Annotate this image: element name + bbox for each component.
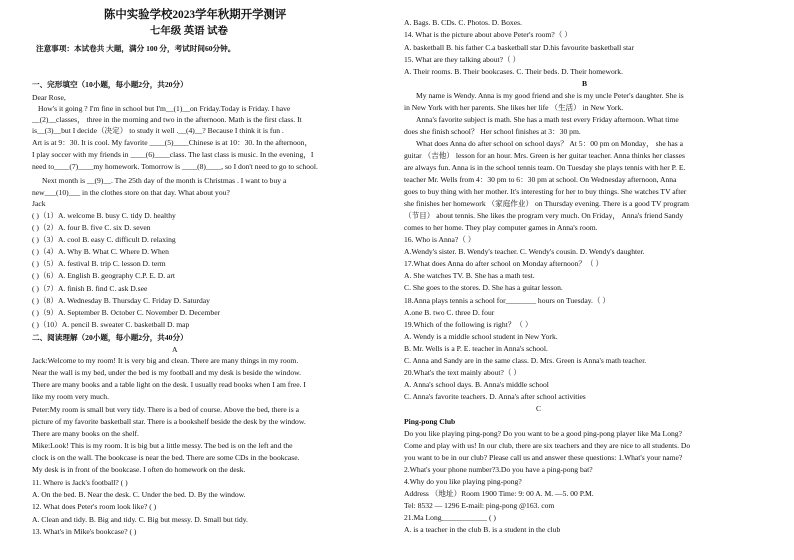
left-line: How's it going ? I'm fine in school but I'm__(1)__on Friday.Today is Friday. I have: [38, 104, 291, 113]
left-line: There are many books and a table light on the desk. I usually read books when I am free. I: [32, 380, 306, 389]
right-line: B: [582, 79, 588, 88]
left-line: My desk is in front of the bookcase. I often do homework on the desk.: [32, 465, 246, 474]
right-line: 2.What's your phone number?3.Do you have a ping-pong bat?: [404, 465, 593, 474]
right-line: in New York with her parents. She likes her life （生活） in New York.: [404, 103, 624, 112]
left-line: I play soccer with my friends in ____(6)____class. The last class is music. In the evening，I: [32, 150, 314, 159]
right-line: 4.Why do you like playing ping-pong?: [404, 477, 522, 486]
left-line: ( )（1）A. welcome B. busy C. tidy D. healthy: [32, 211, 176, 220]
left-line: like my room very much.: [32, 392, 109, 401]
right-line: Tel: 8532 — 1296 E-mail: ping-pong @163. com: [404, 501, 555, 510]
left-line: Mike:Look! This is my room. It is big but a little messy. The bed is on the left and the: [32, 441, 293, 450]
right-line: 17.What does Anna do after school on Monday afternoon？（ ）: [404, 259, 604, 268]
right-line: Ping-pong Club: [404, 417, 456, 426]
right-line: Address （地址）Room 1900 Time: 9: 00 A. M. —5. 00 P.M.: [404, 489, 594, 498]
right-line: guitar （吉他） lesson for an hour. Mrs. Green is her guitar teacher. Anna thinks her classes: [404, 151, 685, 160]
right-line: B. Mr. Wells is a P. E. teacher in Anna's school.: [404, 344, 548, 353]
left-line: ( )（4）A. Why B. What C. Where D. When: [32, 247, 169, 256]
right-line: Come and play with us! In our club, there are six teachers and they are nice to all students. Do: [404, 441, 691, 450]
right-line: A. is a teacher in the club B. is a student in the club: [404, 525, 561, 534]
left-line: ( )（10）A. pencil B. sweater C. basketball D. map: [32, 320, 190, 329]
left-line: ( )（6）A. English B. geography C.P. E. D. art: [32, 271, 176, 280]
left-line: Next month is __(9)__. The 25th day of the month is Christmas . I want to buy a: [42, 176, 287, 185]
right-line: 15. What are they talking about?（ ）: [404, 55, 521, 64]
left-line: Near the wall is my bed, under the bed is my football and my desk is beside the window.: [32, 368, 302, 377]
left-line: ( )（5）A. festival B. trip C. lesson D. term: [32, 259, 166, 268]
right-line: A. Wendy is a middle school student in New York.: [404, 332, 558, 341]
right-line: comes to her home. They play computer games in Anna's room.: [404, 223, 598, 232]
right-line: C. Anna and Sandy are in the same class. D. Mrs. Green is Anna's math teacher.: [404, 356, 647, 365]
left-line: 11. Where is Jack's football? ( ): [32, 478, 128, 487]
right-line: 14. What is the picture about above Peter's room?（ ）: [404, 30, 572, 39]
left-line: clock is on the wall. The bookcase is near the bed. There are some CDs in the bookcase.: [32, 453, 300, 462]
left-line: Jack:Welcome to my room! It is very big and clean. There are many things in my room.: [32, 356, 299, 365]
left-line: ( )（7）A. finish B. find C. ask D.see: [32, 284, 148, 293]
right-line: you want to be in our club? Please call us and answer these questions: 1.What's your name?: [404, 453, 683, 462]
right-line: 21.Ma Long____________ ( ): [404, 513, 496, 522]
right-line: Anna's favorite subject is math. She has a math test every Friday afternoon. What time: [416, 115, 679, 124]
right-line: C: [536, 404, 542, 413]
left-line: picture of my favorite basketball star. There is a bookshelf beside the desk by the window.: [32, 417, 306, 426]
left-line: 注意事项：本试卷共 大题，满分 100 分，考试时间60分钟。: [36, 44, 236, 53]
right-line: A. basketball B. his father C.a basketball star D.his favourite basketball star: [404, 43, 635, 52]
left-line: Dear Rose,: [32, 93, 66, 102]
left-line: ( )（9）A. September B. October C. November D. December: [32, 308, 221, 317]
left-line: need to____(7)____my homework. Tomorrow is ____(8)____, so I don't need to go to school.: [32, 162, 318, 171]
right-line: What does Anna do after school on school days？ At 5：00 pm on Monday， she has a: [416, 139, 684, 148]
left-line: 七年级 英语 试卷: [150, 26, 228, 37]
right-line: Do you like playing ping-pong? Do you want to be a good ping-pong player like Ma Long?: [404, 429, 682, 438]
right-line: A. Anna's school days. B. Anna's middle school: [404, 380, 549, 389]
right-line: A.Wendy's sister. B. Wendy's teacher. C. Wendy's cousin. D. Wendy's daughter.: [404, 247, 645, 256]
left-line: Jack: [32, 199, 46, 208]
right-line: teacher Mr. Wells from 4：30 pm to 6：30 pm at school. On Wednesday afternoon, Anna: [404, 175, 677, 184]
right-line: A.one B. two C. three D. four: [404, 308, 495, 317]
right-line: 18.Anna plays tennis a school for________ hours on Tuesday.（ ）: [404, 296, 611, 305]
left-line: 12. What does Peter's room look like? ( ): [32, 502, 157, 511]
right-line: A. Their rooms. B. Their bookcases. C. Their beds. D. Their homework.: [404, 67, 623, 76]
left-line: 13. What's in Mike's bookcase? ( ): [32, 527, 137, 536]
left-line: __(2)__classes， three in the morning and two in the afternoon. Math is the first class. It: [32, 115, 302, 124]
right-line: C. She goes to the stores. D. She has a guitar lesson.: [404, 283, 563, 292]
left-line: A: [172, 345, 178, 354]
left-line: ( )（2）A. four B. five C. six D. seven: [32, 223, 151, 232]
left-line: There are many books on the shelf.: [32, 429, 139, 438]
left-line: new___(10)___ in the clothes store on that day. What about you?: [32, 188, 230, 197]
right-line: A. Bags. B. CDs. C. Photos. D. Boxes.: [404, 18, 522, 27]
left-line: Peter:My room is small but very tidy. There is a bed of course. Above the bed, there is a: [32, 405, 299, 414]
right-line: （节目） about tennis. She likes the program very much. On Friday， Anna's friend Sandy: [404, 211, 684, 220]
right-line: she finishes her homework （家庭作业） on Thursday evening. There is a good TV program: [404, 199, 689, 208]
right-line: goes to buy thing with her mother. It's interesting for her to buy things. She watches TV after: [404, 187, 687, 196]
left-line: ( )（8）A. Wednesday B. Thursday C. Friday D. Saturday: [32, 296, 210, 305]
right-line: are always fun. Anna is in the school tennis team. On Tuesday she plays tennis with her P. E.: [404, 163, 686, 172]
left-line: 一、完形填空（10小题，每小题2分，共20分）: [32, 80, 188, 89]
left-line: Art is at 9：30. It is cool. My favorite ____(5)____Chinese is at 10：30. In the afternoon，: [32, 138, 313, 147]
left-line: 二、阅读理解（20小题，每小题2分，共40分）: [32, 333, 188, 342]
right-line: My name is Wendy. Anna is my good friend and she is my uncle Peter's daughter. She is: [416, 91, 684, 100]
right-line: 19.Which of the following is right？（ ）: [404, 320, 533, 329]
left-line: is__(3)__but I decide（决定） to study it well .__(4)__? Because I think it is fun .: [32, 126, 284, 135]
left-line: 陈中实验学校2023学年秋期开学测评: [104, 9, 287, 21]
right-line: 20.What's the text mainly about?（ ）: [404, 368, 521, 377]
left-line: A. Clean and tidy. B. Big and tidy. C. Big but messy. D. Small but tidy.: [32, 515, 248, 524]
right-line: 16. Who is Anna?（ ）: [404, 235, 476, 244]
right-line: A. She watches TV. B. She has a math test.: [404, 271, 535, 280]
left-line: ( )（3）A. cool B. easy C. difficult D. relaxing: [32, 235, 176, 244]
left-line: A. On the bed. B. Near the desk. C. Under the bed. D. By the window.: [32, 490, 246, 499]
right-line: C. Anna's favorite teachers. D. Anna's after school activities: [404, 392, 586, 401]
right-line: does she finish school？ Her school finishes at 3：30 pm.: [404, 127, 581, 136]
